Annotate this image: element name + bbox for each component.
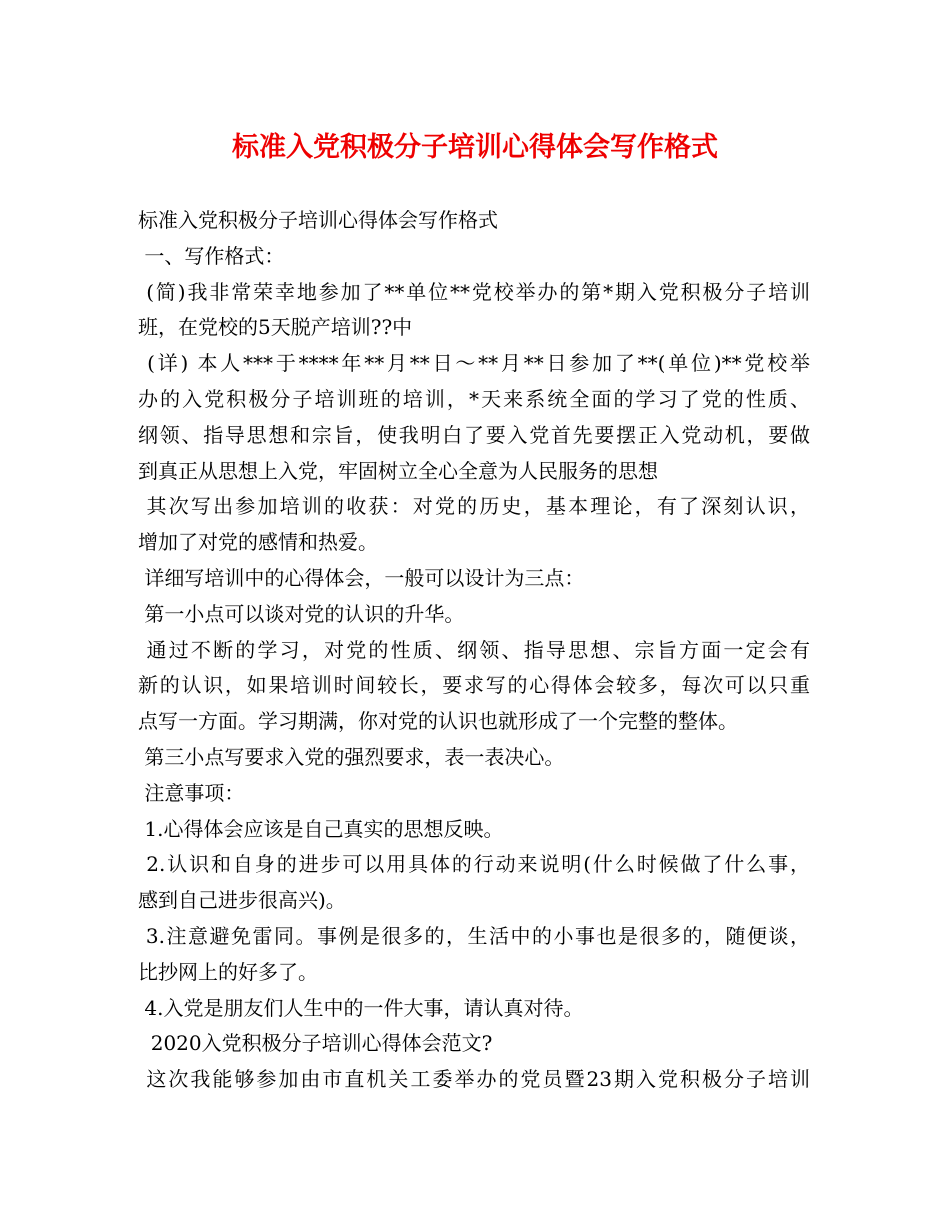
paragraph-line: 班，在党校的5天脱产培训??中 (138, 315, 413, 340)
paragraph-line: 办的入党积极分子培训班的培训，*天来系统全面的学习了党的性质、 (138, 386, 810, 411)
paragraph-line: 到真正从思想上入党，牢固树立全心全意为人民服务的思想 (138, 458, 658, 483)
document-body (138, 203, 810, 1098)
paragraph-line: 其次写出参加培训的收获：对党的历史，基本理论，有了深刻认识， (138, 494, 810, 519)
paragraph-line: 2.认识和自身的进步可以用具体的行动来说明(什么时候做了什么事， (138, 852, 810, 877)
document-title: 标准入党积极分子培训心得体会写作格式 (232, 132, 718, 163)
paragraph-line: (详) 本人***于****年**月**日～**月**日参加了**(单位)**党校举 (138, 351, 810, 376)
paragraph-line: 1.心得体会应该是自己真实的思想反映。 (138, 816, 504, 841)
paragraph-line: 第一小点可以谈对党的认识的升华。 (138, 601, 465, 626)
paragraph-line: 2020入党积极分子培训心得体会范文? (138, 1031, 493, 1056)
paragraph-line: (简)我非常荣幸地参加了**单位**党校举办的第*期入党积极分子培训 (138, 279, 810, 304)
paragraph-line: 3.注意避免雷同。事例是很多的，生活中的小事也是很多的，随便谈， (138, 923, 810, 948)
paragraph-line: 第三小点写要求入党的强烈要求，表一表决心。 (138, 744, 565, 769)
paragraph-line: 点写一方面。学习期满，你对党的认识也就形成了一个完整的整体。 (138, 709, 738, 734)
paragraph-line: 纲领、指导思想和宗旨，使我明白了要入党首先要摆正入党动机，要做 (138, 422, 810, 447)
paragraph-line: 新的认识，如果培训时间较长，要求写的心得体会较多，每次可以只重 (138, 673, 810, 698)
paragraph-line: 通过不断的学习，对党的性质、纲领、指导思想、宗旨方面一定会有 (138, 637, 810, 662)
paragraph-line: 4.入党是朋友们人生中的一件大事，请认真对待。 (138, 995, 584, 1020)
paragraph-line: 详细写培训中的心得体会，一般可以设计为三点： (138, 565, 585, 590)
paragraph-line: 一、写作格式： (138, 243, 285, 268)
paragraph-line: 标准入党积极分子培训心得体会写作格式 (138, 208, 498, 232)
paragraph-line: 比抄网上的好多了。 (138, 959, 318, 984)
paragraph-line: 感到自己进步很高兴)。 (138, 888, 346, 913)
paragraph-line: 注意事项： (138, 780, 245, 805)
paragraph-line: 这次我能够参加由市直机关工委举办的党员暨23期入党积极分子培训 (138, 1067, 810, 1092)
paragraph-line: 增加了对党的感情和热爱。 (138, 530, 378, 555)
